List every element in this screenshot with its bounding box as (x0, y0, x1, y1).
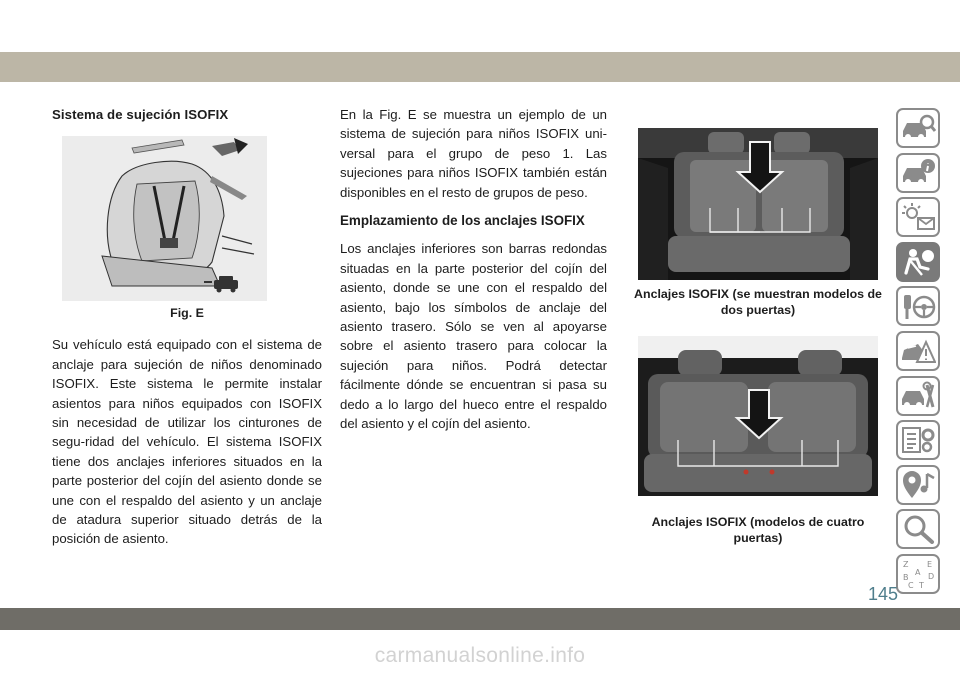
svg-text:T: T (919, 580, 924, 590)
page-number: 145 (867, 584, 898, 604)
svg-text:Z: Z (903, 559, 909, 569)
watermark: carmanualsonline.info (374, 644, 586, 667)
checklist-gears-icon (900, 425, 936, 455)
tab-index-letters[interactable] (896, 554, 940, 594)
child-seat-drawing (62, 136, 267, 301)
left-column (52, 105, 322, 549)
middle-paragraph-1: En la Fig. E se muestra un ejemplo de un sistema de sujeción para niños ISOFIX uni-versal para el grupo de peso 1. Las sujeciones para niños ISOFIX también están disponibles en el resto de grupos de peso. (340, 107, 607, 200)
tab-checklist-gears[interactable] (896, 420, 940, 460)
car-tools-icon (900, 381, 936, 411)
tab-dashboard-light-message[interactable] (896, 197, 940, 237)
svg-text:B: B (903, 572, 909, 582)
middle-paragraph-2: Los anclajes inferiores son barras redondas situadas en la parte posterior del cojín del asiento, donde se une con el respaldo del asiento, bajo los símbolos de anclaje del asiento trasero. Sólo se ven al apoyarse sobre el asiento trasero para colocar la sujeción para niños. Podrá detectar fácilmente dónde se encuentran si pasa su dedo a lo largo del hueco entre el respaldo del asiento y el cojín del asiento. (340, 241, 607, 432)
rear-seat-photo (638, 336, 878, 496)
tab-car-warning[interactable] (896, 331, 940, 371)
anchor-location-heading: Emplazamiento de los anclajes ISOFIX (340, 213, 585, 229)
figure-e-caption: Fig. E (170, 306, 204, 321)
bottom-band (0, 608, 960, 630)
key-steering-wheel-icon (900, 291, 936, 321)
tab-magnifier[interactable] (896, 509, 940, 549)
dashboard-light-message-icon (900, 202, 936, 232)
four-door-isofix-photo (638, 336, 878, 496)
tab-seat-airbag[interactable] (896, 242, 940, 282)
two-door-isofix-photo (638, 128, 878, 280)
seat-airbag-icon (900, 247, 936, 277)
index-letters-icon (900, 558, 936, 590)
top-band (0, 52, 960, 82)
tab-map-pin-music[interactable] (896, 465, 940, 505)
chapter-tabs (896, 108, 944, 599)
rear-seat-photo (638, 128, 878, 280)
car-info-icon (900, 158, 936, 188)
left-paragraph: Su vehículo está equipado con el sistema de anclaje para sujeción de niños denominado ISOFIX. Este sistema le permite instalar asientos para niños equipados con ISOFIX sin necesidad de utilizar los cinturones de segu-ridad del vehículo. El sistema ISOFIX tiene dos anclajes inferiores situados en la parte posterior del cojín del asiento donde se une con el respaldo del asiento y un anclaje de atadura superior situado detrás de la posición de asiento. (52, 337, 322, 547)
tab-car-magnifier[interactable] (896, 108, 940, 148)
tab-car-tools[interactable] (896, 376, 940, 416)
map-pin-music-icon (900, 470, 936, 500)
svg-text:E: E (927, 559, 933, 569)
middle-column (340, 105, 607, 434)
two-door-photo-caption: Anclajes ISOFIX (se muestran modelos de dos puertas) (634, 287, 882, 317)
car-magnifier-icon (900, 113, 936, 143)
tab-car-info[interactable] (896, 153, 940, 193)
figure-e-child-seat-illustration (62, 136, 267, 301)
section-heading: Sistema de sujeción ISOFIX (52, 107, 229, 122)
car-warning-icon (900, 336, 936, 366)
magnifier-icon (900, 514, 936, 544)
svg-text:D: D (928, 571, 935, 581)
svg-text:C: C (908, 580, 914, 590)
svg-text:A: A (915, 567, 921, 577)
four-door-photo-caption: Anclajes ISOFIX (modelos de cuatro puertas) (651, 515, 865, 545)
tab-key-steering-wheel[interactable] (896, 286, 940, 326)
